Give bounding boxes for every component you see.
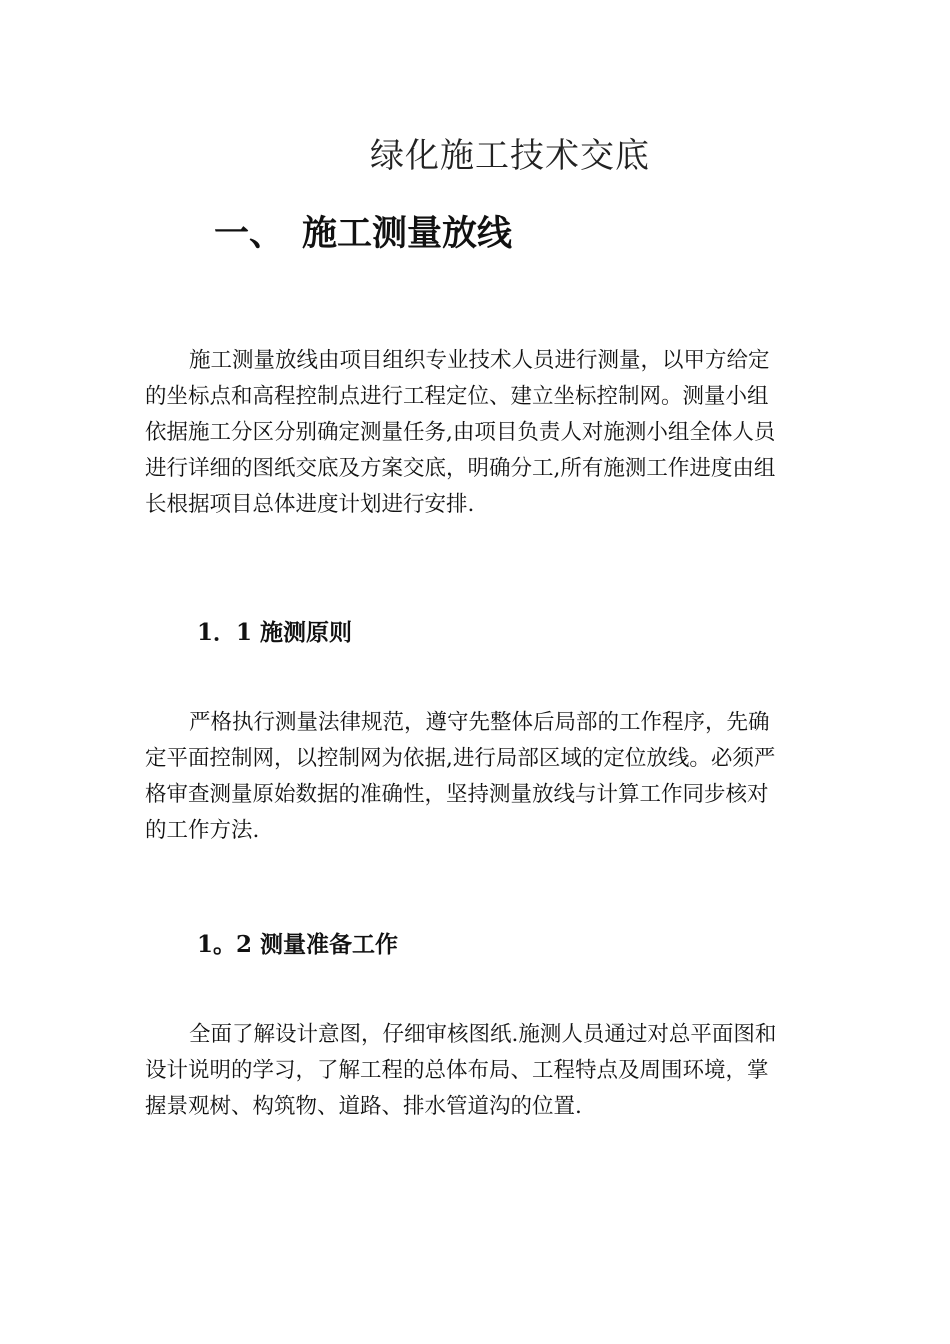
paragraph-line: 定平面控制网，以控制网为依据,进行局部区域的定位放线。必须严 — [145, 746, 776, 771]
subsection-heading-preparation: 1。2 测量准备工作 — [197, 931, 399, 958]
paragraph-line: 设计说明的学习，了解工程的总体布局、工程特点及周围环境，掌 — [145, 1058, 769, 1083]
section-heading — [214, 206, 512, 256]
paragraph-line: 全面了解设计意图，仔细审核图纸.施测人员通过对总平面图和 — [189, 1022, 777, 1047]
paragraph-line: 握景观树、构筑物、道路、排水管道沟的位置. — [145, 1094, 582, 1119]
paragraph-line: 施工测量放线由项目组织专业技术人员进行测量，以甲方给定 — [189, 348, 770, 373]
paragraph-line: 的坐标点和高程控制点进行工程定位、建立坐标控制网。测量小组 — [145, 384, 769, 409]
paragraph-survey-layout — [145, 343, 809, 523]
section-number: 一、 — [214, 213, 285, 254]
paragraph-line: 长根据项目总体进度计划进行安排. — [145, 492, 475, 517]
paragraph-line: 进行详细的图纸交底及方案交底，明确分工,所有施测工作进度由组 — [145, 456, 776, 481]
document-title: 绿化施工技术交底 — [370, 136, 650, 176]
section-title: 施工测量放线 — [302, 213, 513, 254]
paragraph-line: 格审查测量原始数据的准确性，坚持测量放线与计算工作同步核对 — [145, 782, 769, 807]
paragraph-principles — [145, 705, 809, 849]
paragraph-preparation — [145, 1017, 809, 1125]
subsection-heading-principles: 1．1 施测原则 — [197, 619, 353, 646]
paragraph-line: 严格执行测量法律规范，遵守先整体后局部的工作程序，先确 — [189, 710, 770, 735]
paragraph-line: 的工作方法. — [145, 818, 260, 843]
paragraph-line: 依据施工分区分别确定测量任务,由项目负责人对施测小组全体人员 — [145, 420, 776, 445]
